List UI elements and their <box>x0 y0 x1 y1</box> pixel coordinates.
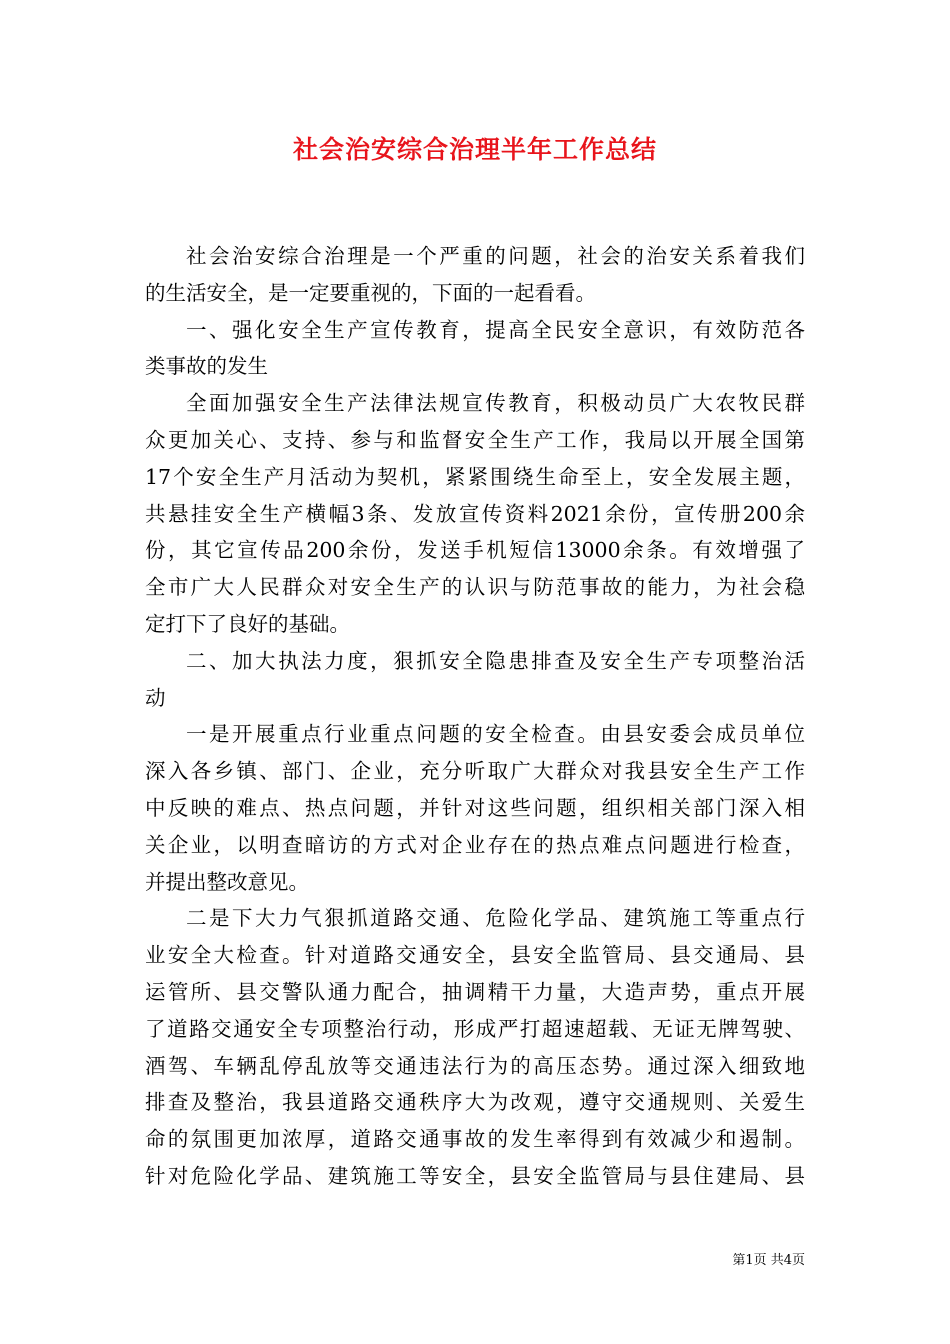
paragraph-line: 业安全大检查。针对道路交通安全，县安全监管局、县交通局、县 <box>145 943 805 968</box>
paragraph-line: 众更加关心、支持、参与和监督安全生产工作，我局以开展全国第 <box>145 427 805 452</box>
document-title: 社会治安综合治理半年工作总结 <box>292 135 657 164</box>
paragraph-line: 针对危险化学品、建筑施工等安全，县安全监管局与县住建局、县 <box>145 1163 805 1188</box>
paragraph-line: 深入各乡镇、部门、企业，充分听取广大群众对我县安全生产工作 <box>145 759 805 784</box>
paragraph-line: 了道路交通安全专项整治行动，形成严打超速超载、无证无牌驾驶、 <box>145 1016 805 1041</box>
paragraph-line: 关企业，以明查暗访的方式对企业存在的热点难点问题进行检查， <box>145 832 805 857</box>
paragraph-line: 动 <box>145 685 166 710</box>
paragraph-line: 一、强化安全生产宣传教育，提高全民安全意识，有效防范各 <box>186 317 805 342</box>
paragraph-line: 中反映的难点、热点问题，并针对这些问题，组织相关部门深入相 <box>145 795 805 820</box>
paragraph <box>145 312 805 386</box>
document-body <box>145 238 805 1195</box>
paragraph-line: 命的氛围更加浓厚，道路交通事故的发生率得到有效减少和遏制。 <box>145 1127 805 1152</box>
paragraph-line: 二是下大力气狠抓道路交通、危险化学品、建筑施工等重点行 <box>186 906 805 931</box>
paragraph-line: 社会治安综合治理是一个严重的问题，社会的治安关系着我们 <box>186 244 805 268</box>
paragraph-line: 全面加强安全生产法律法规宣传教育，积极动员广大农牧民群 <box>186 391 805 416</box>
paragraph <box>145 385 805 643</box>
paragraph-line: 全市广大人民群众对安全生产的认识与防范事故的能力，为社会稳 <box>145 575 805 600</box>
paragraph <box>145 716 805 900</box>
paragraph <box>145 643 805 717</box>
paragraph <box>145 900 805 1194</box>
page-footer: 第1页 共4页 <box>732 1253 805 1268</box>
paragraph-line: 一是开展重点行业重点问题的安全检查。由县安委会成员单位 <box>186 722 805 747</box>
paragraph-line: 定打下了良好的基础。 <box>145 611 350 636</box>
paragraph-line: 运管所、县交警队通力配合，抽调精干力量，大造声势，重点开展 <box>145 979 805 1004</box>
paragraph-line: 酒驾、车辆乱停乱放等交通违法行为的高压态势。通过深入细致地 <box>145 1053 805 1078</box>
paragraph-line: 排查及整治，我县道路交通秩序大为改观，遵守交通规则、关爱生 <box>145 1090 805 1115</box>
paragraph <box>145 238 805 312</box>
paragraph-line: 类事故的发生 <box>145 354 268 379</box>
paragraph-line: 17个安全生产月活动为契机，紧紧围绕生命至上，安全发展主题， <box>145 464 805 489</box>
paragraph-line: 共悬挂安全生产横幅3条、发放宣传资料2021余份，宣传册200余 <box>145 501 805 526</box>
paragraph-line: 二、加大执法力度，狠抓安全隐患排查及安全生产专项整治活 <box>186 648 805 673</box>
paragraph-line: 份，其它宣传品200余份，发送手机短信13000余条。有效增强了 <box>145 538 805 563</box>
paragraph-line: 并提出整改意见。 <box>145 869 309 894</box>
paragraph-line: 的生活安全，是一定要重视的，下面的一起看看。 <box>145 280 596 305</box>
